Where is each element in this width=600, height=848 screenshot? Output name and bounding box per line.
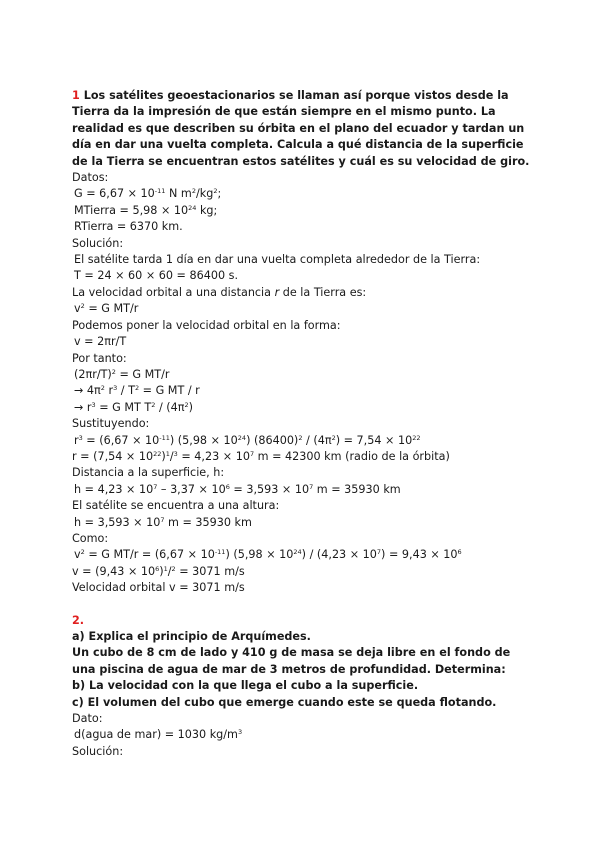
solution-line: Como: (72, 531, 109, 545)
problem-2-part-a: a) Explica el principio de Arquímedes. (72, 630, 311, 643)
solution-line: Podemos poner la velocidad orbital en la forma: (72, 318, 341, 332)
dato-mtierra: MTierra = $5,98 \times 10^{24}$ kg; (74, 203, 218, 217)
solution-line: $v = (9,43 \times 10^6)^1/^2 = 3071$ m/s (72, 564, 245, 578)
solution-line: Distancia a la superficie, h: (72, 466, 225, 480)
solution-line: $h = 3,593 \times 10^7$ m = 35930 km (74, 515, 252, 529)
solution-line: El satélite se encuentra a una altura: (72, 499, 280, 513)
solution-line: $v^2 = G$ $MT/r = (6,67 \times 10^{-11})$ $(5,98 \times 10^{24}) / (4,23 \times 10^7) = 9,43 \times 10^6$ (74, 548, 462, 562)
problem-2-statement: Un cubo de 8 cm de lado y 410 g de masa se deja libre en el fondo de una piscina de agua de mar de 3 metros de profundidad. Determina: (72, 646, 511, 676)
dato-g: $G = 6,67 \times 10^{-11}$ N $m^2/kg^2$; (74, 187, 222, 201)
problem-1-text: Los satélites geoestacionarios se llaman así porque vistos desde la Tierra da la impresión de que están siempre en el mismo punto. La realidad es que describen su órbita en el plano del ecuador y tardan un día en dar una vuelta completa. Calcula a qué distancia de la superficie de la Tierra se encuentran estos satélites y cuál es su velocidad de giro. (72, 89, 530, 168)
solution-line: T = 24 × 60 × 60 = 86400 s. (74, 269, 239, 283)
solution-line: → $4\pi^2$ $r^3 / T^2 = G$ MT / r (74, 384, 200, 398)
problem-2-number: 2. (72, 613, 85, 627)
solution-line: v = 2πr/T (74, 335, 127, 349)
solution-line: Sustituyendo: (72, 417, 150, 431)
solution-line: $r = (7,54 \times 10^{22})^1/^3 = 4,23 \times 10^7$ m = 42300 km (radio de la órbita) (72, 449, 450, 463)
problem-1-number: 1 (72, 89, 80, 102)
solution-line: La velocidad orbital a una distancia r de la Tierra es: (72, 285, 367, 299)
problem-2-part-c: c) El volumen del cubo que emerge cuando este se queda flotando. (72, 695, 497, 709)
dato-rtierra: RTierra = 6370 km. (74, 220, 183, 234)
problem-1-statement (72, 88, 530, 170)
solution-line: $v^2 = G$ MT/r (74, 302, 139, 316)
solution-line: → $r^3 = G$ MT $T^2 / (4\pi^2)$ (74, 400, 194, 414)
solution-line: $(2\pi r/T)^2 = G$ MT/r (74, 367, 170, 381)
problem-2-part-b: b) La velocidad con la que llega el cubo a la superficie. (72, 679, 419, 693)
solution-line: Por tanto: (72, 351, 127, 365)
solution-line: $h = 4,23 \times 10^7 - 3,37 \times 10^6 = 3,593 \times 10^7$ m = 35930 km (74, 482, 401, 496)
solucion-label-2: Solución: (72, 744, 124, 758)
solution-line: Velocidad orbital v = 3071 m/s (72, 581, 245, 595)
solution-line: El satélite tarda 1 día en dar una vuelta completa alrededor de la Tierra: (74, 253, 481, 267)
dato-label: Dato: (72, 712, 103, 726)
spacer (72, 597, 530, 613)
solution-line: $r^3 = (6,67 \times 10^{-11}) (5,98 \times 10^{24})$ $(86400)^2 / (4\pi^2) = 7,54 \times 10^{22}$ (74, 433, 421, 447)
dato-density: d(agua de mar) = 1030 $kg/m^3$ (74, 728, 243, 742)
datos-label: Datos: (72, 171, 109, 185)
solucion-label: Solución: (72, 236, 124, 250)
